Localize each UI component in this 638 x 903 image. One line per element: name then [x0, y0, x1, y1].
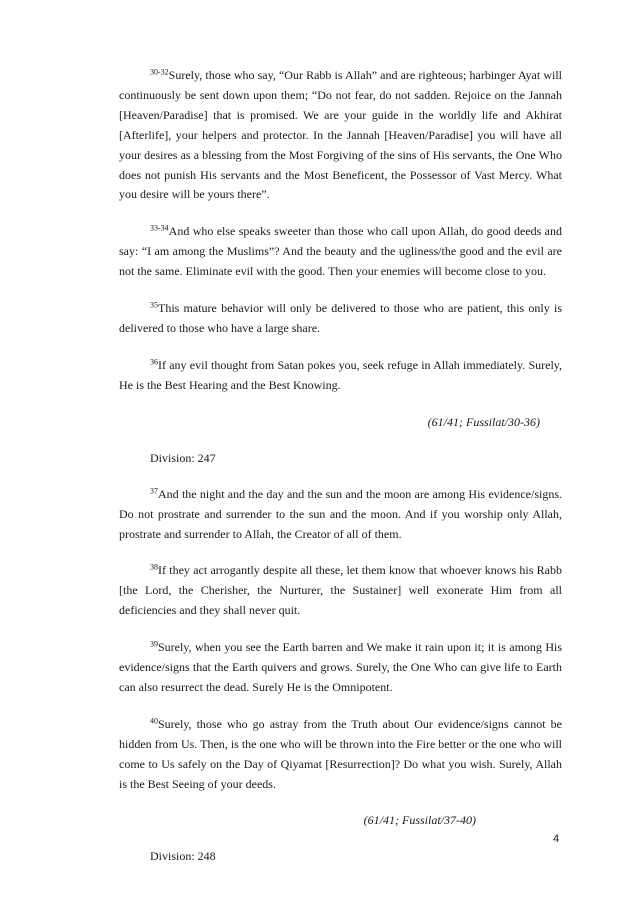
verse-number: 38	[150, 563, 158, 573]
verse-number: 40	[150, 716, 158, 726]
verse-paragraph	[119, 638, 562, 698]
verse-text: If they act arrogantly despite all these, let them know that whoever knows his Rabb [the Lord, the Cherisher, the Nurturer, the Sustainer] well exonerate Him from all deficiencies and they shall never quit.	[119, 563, 562, 618]
verse-number: 33-34	[150, 223, 169, 233]
verse-paragraph	[119, 66, 562, 205]
verse-paragraph	[119, 222, 562, 282]
page-number: 4	[553, 833, 560, 845]
division-heading: Division: 247	[150, 450, 216, 465]
verse-paragraph	[119, 715, 562, 795]
page-content	[119, 66, 562, 883]
verse-number: 37	[150, 486, 158, 496]
verse-number: 36	[150, 357, 158, 367]
verse-text: And who else speaks sweeter than those who call upon Allah, do good deeds and say: “I am among the Muslims”? And the beauty and the ugliness/the good and the evil are not the same. Eliminate evil with the good. Then your enemies will become close to you.	[119, 224, 562, 279]
division-heading: Division: 248	[150, 849, 216, 864]
verse-paragraph	[119, 561, 562, 621]
verse-text: If any evil thought from Satan pokes you, seek refuge in Allah immediately. Surely, He is the Best Hearing and the Best Knowing.	[119, 357, 562, 392]
verse-number: 39	[150, 639, 158, 649]
verse-text: This mature behavior will only be delivered to those who are patient, this only is delivered to those who have a large share.	[119, 301, 562, 335]
verse-text: And the night and the day and the sun and the moon are among His evidence/signs. Do not prostrate and surrender to the sun and the moon. And if you worship only Allah, prostrate and surrender to Allah, the Creator of all of them.	[119, 486, 562, 541]
verse-number: 30-32	[150, 67, 169, 77]
surah-reference: (61/41; Fussilat/30-36)	[427, 414, 540, 429]
verse-text: Surely, those who go astray from the Truth about Our evidence/signs cannot be hidden from Us. Then, is the one who will be thrown into the Fire better or the one who will come to Us safely on the Day of Qiyamat [Resurrection]? Do what you wish. Surely, Allah is the Best Seeing of your deeds.	[119, 716, 562, 791]
verse-text: Surely, when you see the Earth barren and We make it rain upon it; it is among His evidence/signs that the Earth quivers and grows. Surely, the One Who can give life to Earth can also resurrect the dead. Surely He is the Omnipotent.	[119, 640, 562, 694]
verse-paragraph	[119, 485, 562, 545]
verse-paragraph	[119, 356, 562, 396]
verse-text: Surely, those who say, “Our Rabb is Allah” and are righteous; harbinger Ayat will continuously be sent down upon them; “Do not fear, do not sadden. Rejoice on the Jannah [Heaven/Paradise] that is promised. We are your guide in the worldly life and Akhirat [Afterlife], your helpers and protector. In the Jannah [Heaven/Paradise] you will have all your desires as a blessing from the Most Forgiving of the sins of His servants, the One Who does not punish His servants and the Most Beneficent, the Possessor of Vast Mercy. What you desire will be yours there”.	[119, 68, 562, 202]
surah-reference: (61/41; Fussilat/37-40)	[363, 813, 476, 828]
verse-paragraph	[119, 299, 562, 339]
verse-number: 35	[150, 300, 158, 310]
